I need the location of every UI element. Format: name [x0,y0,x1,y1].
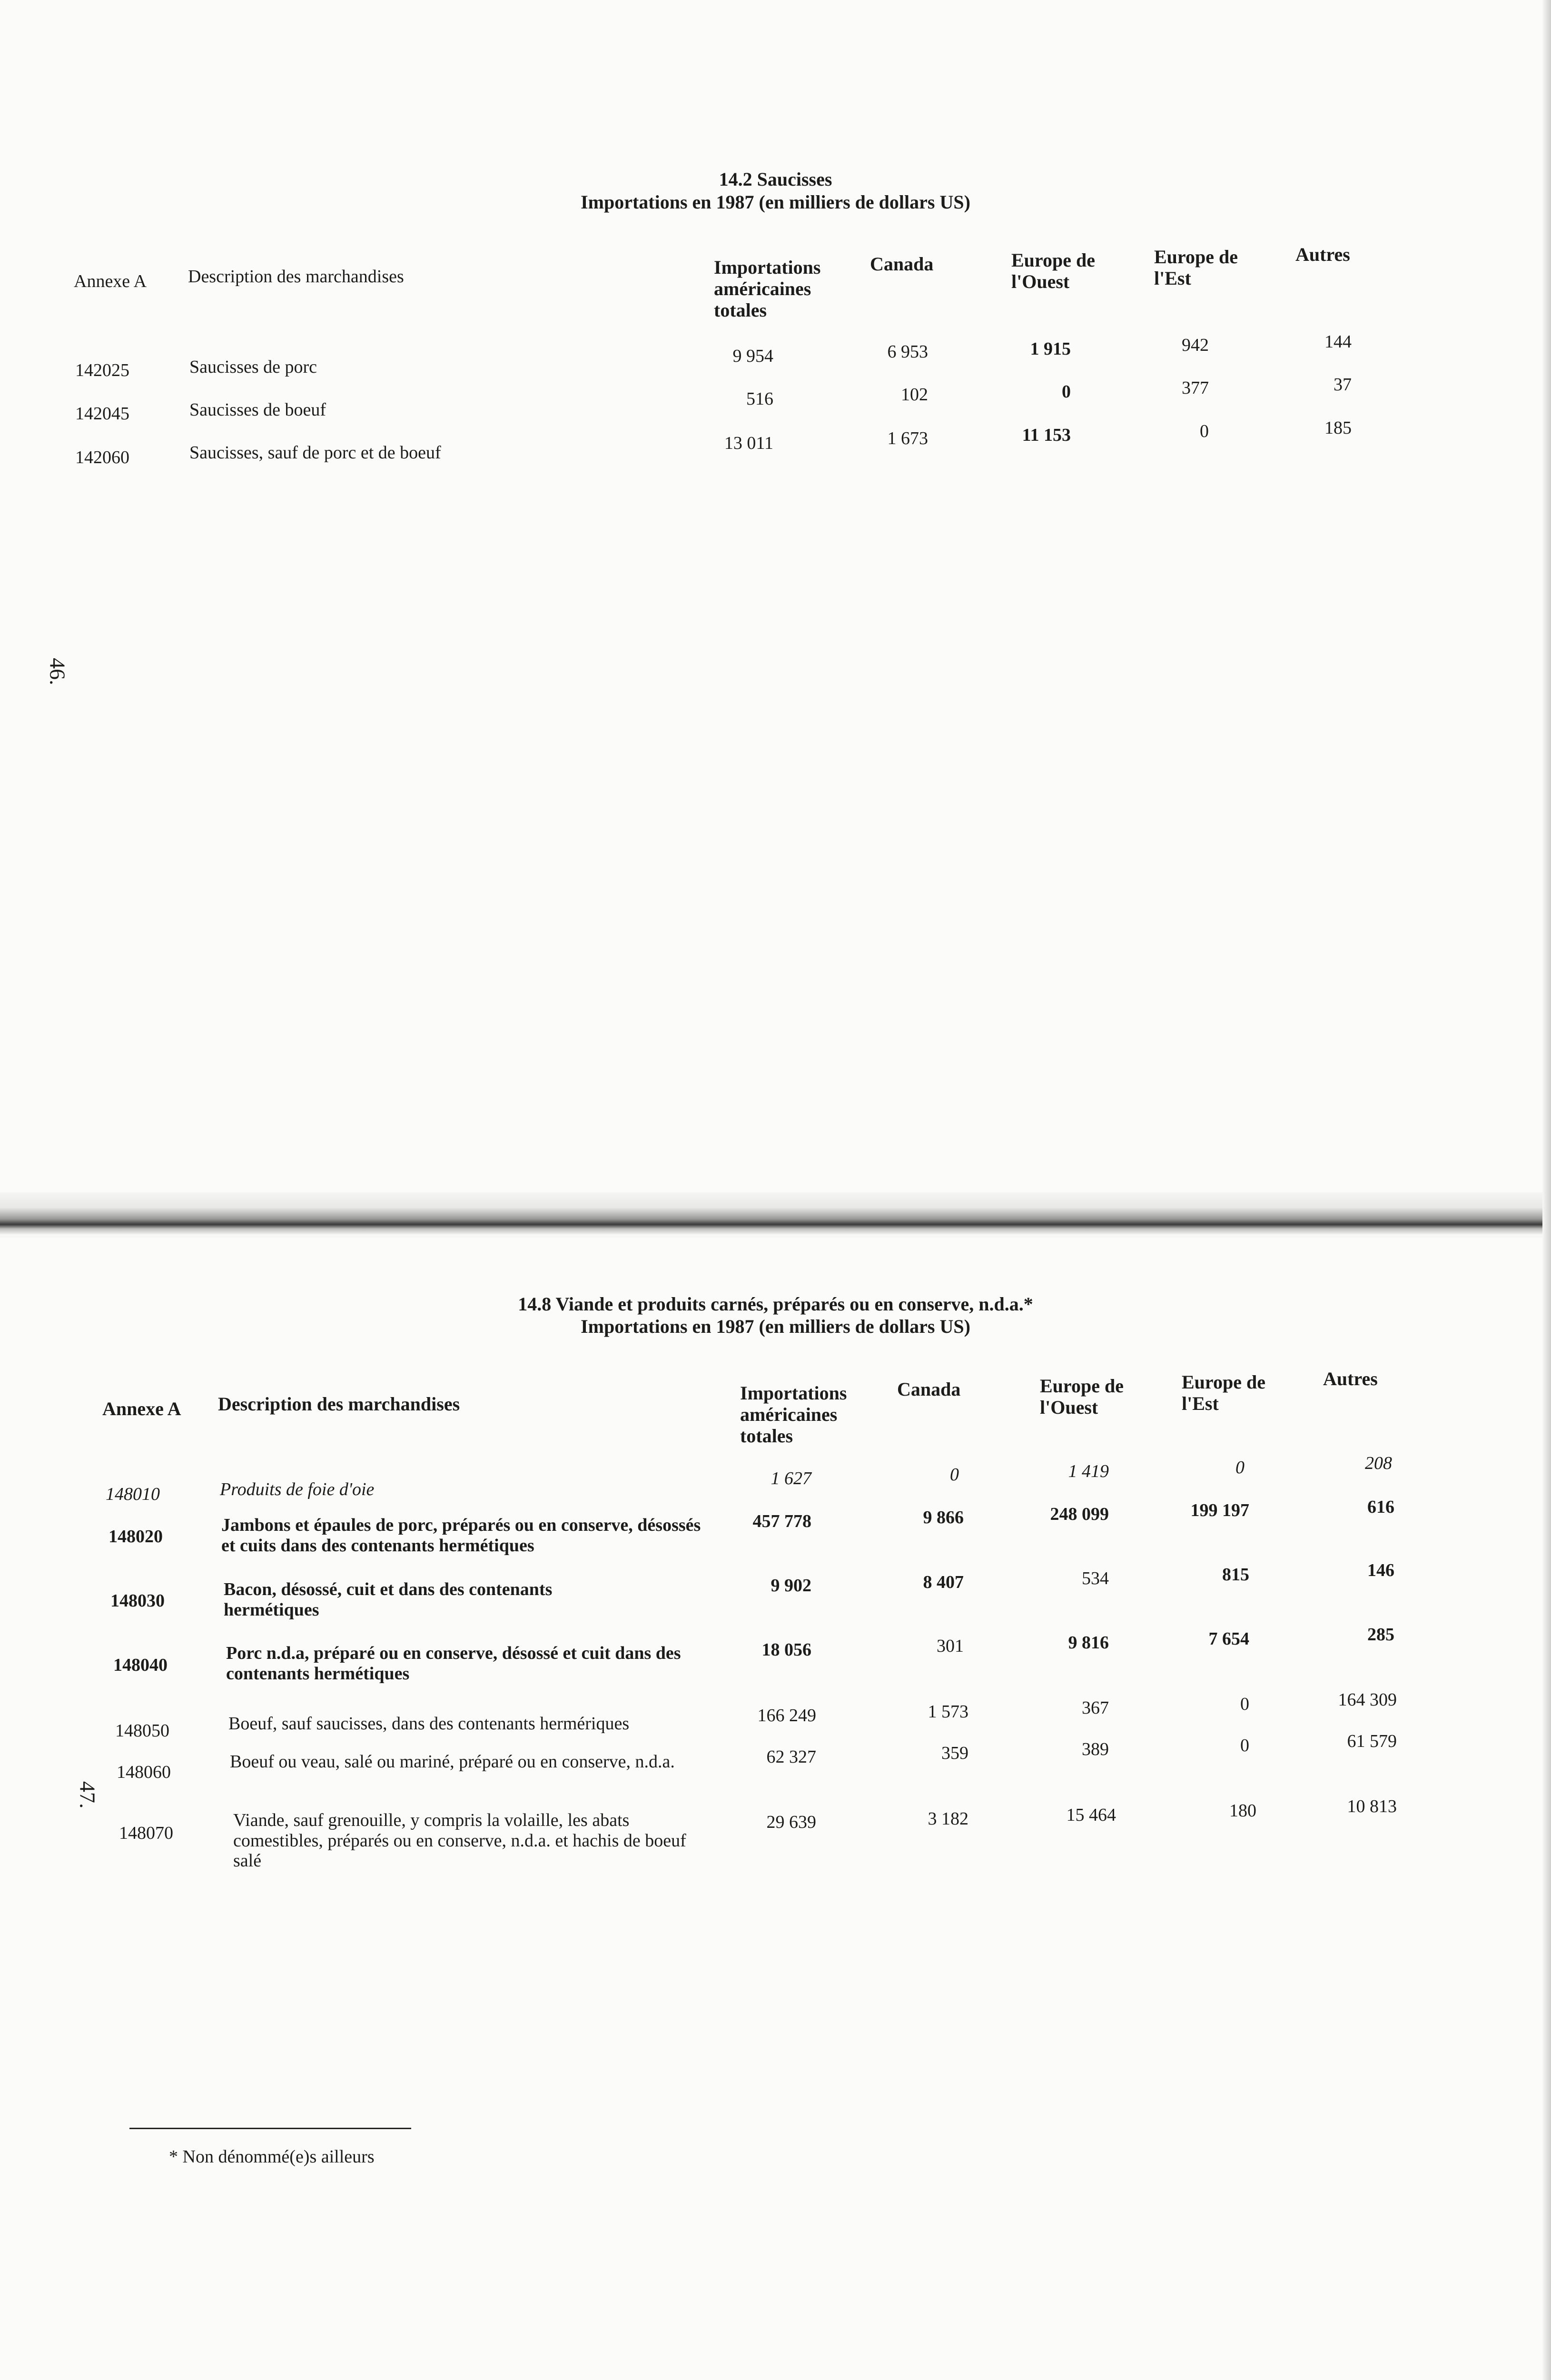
page-47 [0,1238,1551,2380]
table-title-subtitle: Importations en 1987 (en milliers de dollars US) [581,1316,970,1337]
row-europe-ouest: 534 [1082,1568,1109,1588]
row-autres: 10 813 [1347,1796,1397,1816]
row-autres: 146 [1367,1560,1394,1580]
row-canada: 1 673 [887,428,928,448]
row-canada: 3 182 [928,1809,968,1829]
row-code: 148030 [110,1591,165,1611]
row-code: 148020 [109,1527,163,1547]
row-total: 457 778 [752,1511,811,1531]
row-autres: 164 309 [1338,1690,1397,1710]
row-code: 148070 [119,1823,173,1843]
row-europe-ouest: 1 419 [1068,1461,1109,1481]
row-europe-ouest: 367 [1082,1698,1109,1718]
row-canada: 6 953 [887,342,928,362]
row-code: 142045 [75,404,129,424]
row-total: 1 627 [771,1468,811,1488]
row-canada: 359 [941,1743,968,1763]
scan-right-edge [1542,0,1551,2380]
header-importations: Importations américaines totales [740,1382,847,1447]
row-code: 142060 [75,447,129,467]
row-canada: 1 573 [928,1702,968,1722]
table-title-number: 14.8 Viande et produits carnés, préparés ou en conserve, n.d.a.* [518,1293,1033,1315]
page-number: 47. [75,1781,100,1809]
row-europe-ouest: 15 464 [1066,1805,1116,1825]
header-canada: Canada [870,253,934,275]
row-europe-ouest: 389 [1082,1739,1109,1759]
footnote-rule [129,2128,411,2129]
row-autres: 208 [1365,1453,1392,1473]
footnote: * Non dénommé(e)s ailleurs [169,2147,375,2167]
row-total: 9 954 [732,346,773,366]
page-number: 46. [45,658,70,685]
row-code: 148040 [113,1655,168,1675]
row-europe-est: 199 197 [1190,1500,1249,1520]
row-total: 29 639 [766,1812,816,1832]
header-annexe: Annexe A [102,1398,181,1419]
row-autres: 61 579 [1347,1731,1397,1751]
row-autres: 616 [1367,1497,1394,1517]
row-description: Produits de foie d'oie [220,1479,375,1499]
row-europe-est: 0 [1240,1735,1249,1755]
row-europe-est: 815 [1222,1565,1249,1585]
row-description: Jambons et épaules de porc, préparés ou en conserve, désossés et cuits dans des contenants hermétiques [221,1515,701,1556]
row-total: 516 [746,389,773,409]
header-europe-est: Europe de l'Est [1154,246,1238,289]
row-europe-ouest: 9 816 [1068,1633,1109,1653]
row-description: Bacon, désossé, cuit et dans des contenants hermétiques [224,1579,553,1620]
row-description: Viande, sauf grenouille, y compris la volaille, les abats comestibles, préparés ou en conserve, n.d.a. et hachis de boeuf salé [233,1810,686,1871]
row-europe-est: 0 [1235,1458,1245,1478]
row-autres: 37 [1334,375,1352,395]
table-title-number: 14.2 Saucisses [719,169,832,190]
row-europe-est: 377 [1182,378,1209,398]
row-total: 9 902 [771,1576,811,1596]
row-autres: 285 [1367,1625,1394,1645]
header-description: Description des marchandises [188,267,404,287]
row-description: Boeuf, sauf saucisses, dans des contenants hermériques [228,1714,630,1734]
row-total: 62 327 [766,1747,816,1767]
header-importations: Importations américaines totales [714,257,821,321]
header-europe-est: Europe de l'Est [1182,1371,1265,1414]
row-canada: 102 [901,385,928,405]
row-description: Saucisses de boeuf [189,400,326,420]
header-europe-ouest: Europe de l'Ouest [1011,249,1095,292]
row-europe-est: 180 [1229,1801,1256,1821]
row-total: 166 249 [757,1706,816,1726]
row-europe-est: 0 [1200,421,1209,441]
row-code: 148050 [115,1721,169,1741]
row-total: 13 011 [724,433,773,453]
row-autres: 144 [1324,332,1352,352]
row-europe-ouest: 1 915 [1030,339,1071,359]
row-canada: 301 [937,1636,964,1656]
row-description: Porc n.d.a, préparé ou en conserve, désossé et cuit dans des contenants hermétiques [226,1643,681,1684]
row-code: 148010 [106,1484,160,1504]
header-canada: Canada [897,1378,961,1400]
header-autres: Autres [1295,244,1350,265]
row-europe-est: 7 654 [1208,1629,1249,1649]
header-europe-ouest: Europe de l'Ouest [1040,1375,1124,1418]
row-code: 142025 [75,360,129,380]
row-total: 18 056 [761,1640,811,1660]
row-europe-ouest: 0 [1062,382,1071,402]
table-title-subtitle: Importations en 1987 (en milliers de dollars US) [581,191,970,213]
book-gutter [0,1192,1551,1235]
row-description: Saucisses de porc [189,357,317,377]
row-canada: 0 [950,1465,959,1485]
row-europe-ouest: 248 099 [1050,1504,1109,1524]
row-canada: 9 866 [923,1507,964,1527]
row-autres: 185 [1324,418,1352,438]
row-description: Boeuf ou veau, salé ou mariné, préparé ou en conserve, n.d.a. [230,1752,675,1772]
row-canada: 8 407 [923,1572,964,1592]
row-code: 148060 [117,1762,171,1782]
row-europe-est: 942 [1182,335,1209,355]
row-europe-ouest: 11 153 [1022,425,1071,445]
header-annexe: Annexe A [74,271,147,291]
row-europe-est: 0 [1240,1694,1249,1714]
row-description: Saucisses, sauf de porc et de boeuf [189,443,441,463]
header-autres: Autres [1323,1368,1378,1389]
header-description: Description des marchandises [218,1393,460,1415]
